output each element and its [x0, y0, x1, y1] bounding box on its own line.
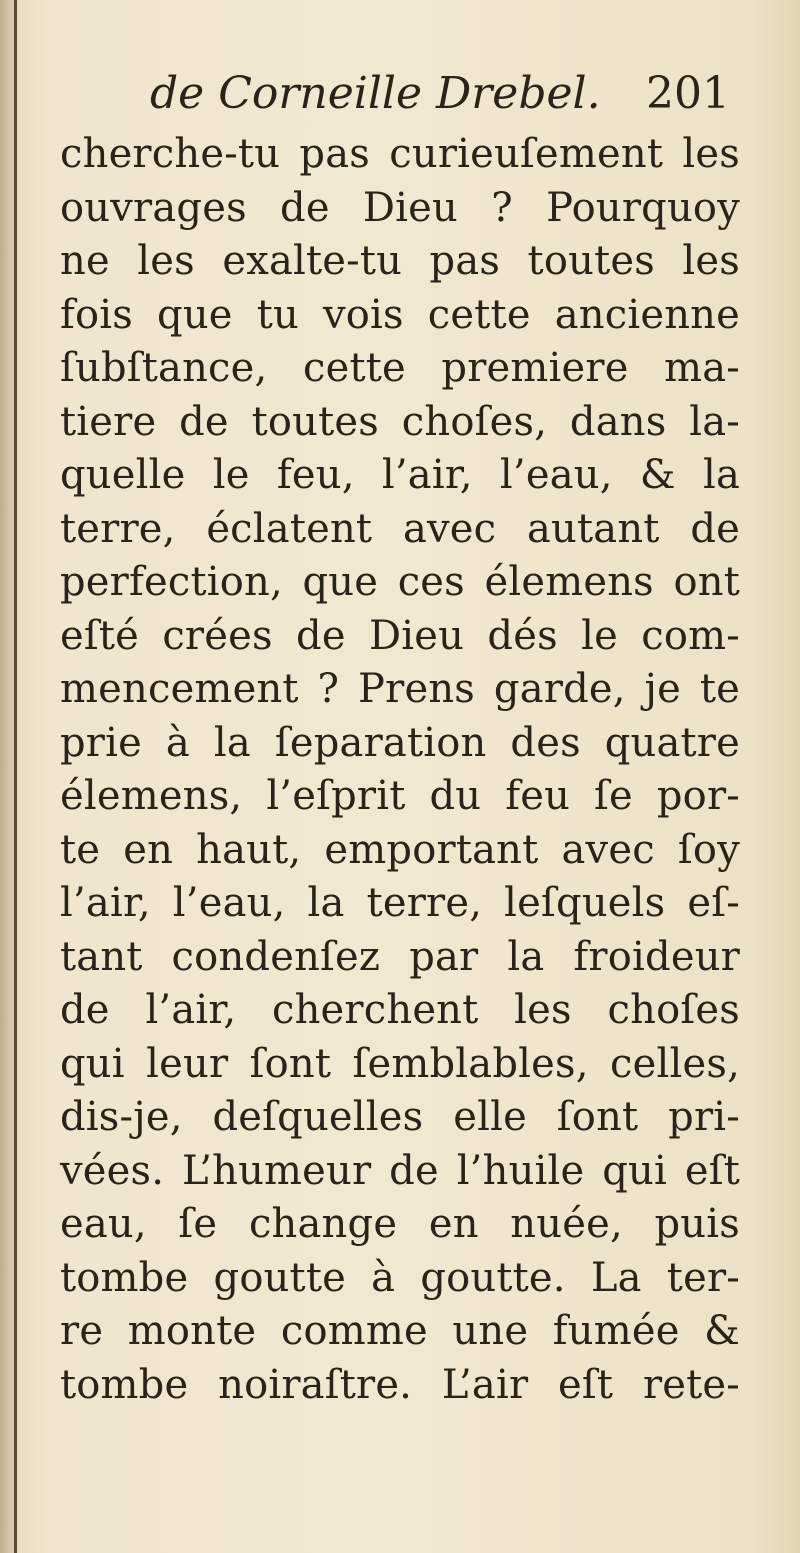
text-line: fois que tu vois cette ancienne — [60, 291, 740, 338]
text-line: terre, éclatent avec autant de — [60, 505, 740, 552]
page-gutter — [0, 0, 14, 1553]
text-line: tiere de toutes choſes, dans la- — [60, 398, 740, 445]
text-line: ouvrages de Dieu ? Pourquoy — [60, 184, 740, 231]
text-line: élemens, l’eſprit du feu ſe por- — [60, 773, 740, 819]
text-line: dis-je, deſquelles elle ſont pri- — [60, 1094, 740, 1140]
text-line: cherche-tu pas curieuſement les — [60, 131, 740, 177]
text-line: l’air, l’eau, la terre, leſquels eſ- — [60, 880, 740, 926]
text-line: eau, ſe change en nuée, puis — [60, 1201, 740, 1247]
running-head-title: de Corneille Drebel. — [150, 68, 601, 119]
text-line: te en haut, emportant avec ſoy — [60, 826, 740, 873]
text-line: de l’air, cherchent les choſes — [60, 987, 740, 1033]
text-line: tant condenſez par la froideur — [60, 933, 740, 980]
text-line: ſubſtance, cette premiere ma- — [60, 345, 740, 391]
text-line: tombe noiraſtre. L’air eſt rete- — [60, 1361, 740, 1408]
binding-edge — [14, 0, 17, 1553]
text-line: vées. L’humeur de l’huile qui eſt — [60, 1147, 740, 1194]
body-text — [60, 128, 740, 1412]
running-head — [150, 62, 730, 126]
text-line: quelle le feu, l’air, l’eau, & la — [60, 452, 740, 498]
text-line: mencement ? Prens garde, je te — [60, 666, 740, 712]
text-line: perfection, que ces élemens ont — [60, 559, 740, 605]
page-number: 201 — [646, 68, 730, 119]
text-line: ne les exalte-tu pas toutes les — [60, 238, 740, 284]
text-line: eſté crées de Dieu dés le com- — [60, 612, 740, 659]
text-line: tombe goutte à goutte. La ter- — [60, 1254, 740, 1301]
text-line: prie à la ſeparation des quatre — [60, 719, 740, 766]
text-line: qui leur ſont ſemblables, celles, — [60, 1040, 740, 1087]
text-line: re monte comme une fumée & — [60, 1308, 740, 1354]
